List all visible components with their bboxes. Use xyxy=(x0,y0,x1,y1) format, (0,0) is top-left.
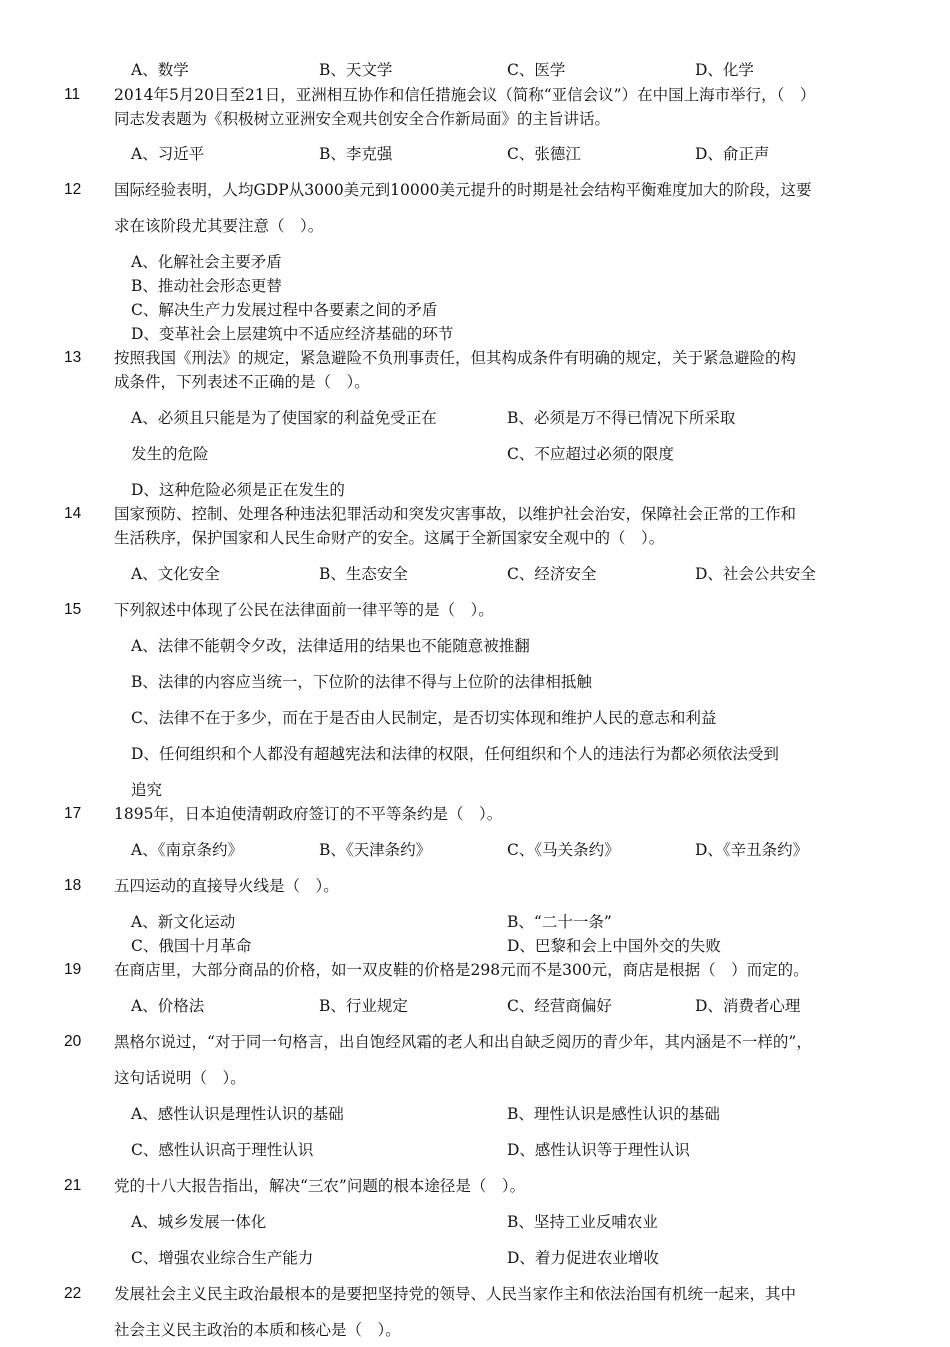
q14-number: 14 xyxy=(64,505,82,522)
q14-option-c: C、经济安全 xyxy=(507,565,597,583)
q20-option-a: A、感性认识是理性认识的基础 xyxy=(131,1105,344,1123)
q15-option-c: C、法律不在于多少，而在于是否由人民制定，是否切实体现和维护人民的意志和利益 xyxy=(131,709,717,727)
q22-number: 22 xyxy=(64,1285,82,1302)
q17-option-c: C、《马关条约》 xyxy=(507,841,620,859)
q20-stem-line1: 黑格尔说过，“对于同一句格言，出自饱经风霜的老人和出自缺乏阅历的青少年，其内涵是不一样的”， xyxy=(114,1033,812,1051)
q20-option-b: B、理性认识是感性认识的基础 xyxy=(507,1105,720,1123)
q13-option-a-cont: 发生的危险 xyxy=(131,445,209,463)
q21-stem-line1: 党的十八大报告指出，解决“三农”问题的根本途径是（ ）。 xyxy=(114,1177,526,1195)
q17-option-a: A、《南京条约》 xyxy=(131,841,243,859)
q12-stem-line2: 求在该阶段尤其要注意（ ）。 xyxy=(114,217,324,235)
q21-option-d: D、着力促进农业增收 xyxy=(507,1249,659,1267)
q13-option-b: B、必须是万不得已情况下所采取 xyxy=(507,409,736,427)
q15-number: 15 xyxy=(64,601,82,618)
q11-number: 11 xyxy=(64,86,81,103)
q10-option-b: B、天文学 xyxy=(319,61,393,79)
q13-option-a: A、必须且只能是为了使国家的利益免受正在 xyxy=(131,409,437,427)
q11-option-c: C、张德江 xyxy=(507,145,581,163)
q18-number: 18 xyxy=(64,877,82,894)
q12-stem-line1: 国际经验表明，人均GDP从3000美元到10000美元提升的时期是社会结构平衡难度加大的阶段，这要 xyxy=(114,181,812,199)
q15-option-a: A、法律不能朝令夕改，法律适用的结果也不能随意被推翻 xyxy=(131,637,530,655)
q13-number: 13 xyxy=(64,349,82,366)
q19-option-d: D、消费者心理 xyxy=(695,997,801,1015)
q12-option-c: C、解决生产力发展过程中各要素之间的矛盾 xyxy=(131,301,438,319)
q15-option-b: B、法律的内容应当统一，下位阶的法律不得与上位阶的法律相抵触 xyxy=(131,673,592,691)
q21-number: 21 xyxy=(64,1177,82,1194)
q11-option-b: B、李克强 xyxy=(319,145,393,163)
q14-stem-line1: 国家预防、控制、处理各种违法犯罪活动和突发灾害事故，以维护社会治安，保障社会正常的工作和 xyxy=(114,505,797,523)
q17-number: 17 xyxy=(64,805,82,822)
q18-option-b: B、“二十一条” xyxy=(507,913,612,931)
q15-stem-line1: 下列叙述中体现了公民在法律面前一律平等的是（ ）。 xyxy=(114,601,494,619)
q15-option-d: D、任何组织和个人都没有超越宪法和法律的权限，任何组织和个人的违法行为都必须依法受到 xyxy=(131,745,779,763)
q11-stem-line1: 2014年5月20日至21日，亚洲相互协作和信任措施会议（简称“亚信会议”）在中国上海市举行，（ ） xyxy=(114,86,816,104)
q14-option-b: B、生态安全 xyxy=(319,565,408,583)
q18-option-a: A、新文化运动 xyxy=(131,913,236,931)
q17-stem-line1: 1895年，日本迫使清朝政府签订的不平等条约是（ ）。 xyxy=(114,805,503,823)
q22-stem-line1: 发展社会主义民主政治最根本的是要把坚持党的领导、人民当家作主和依法治国有机统一起来，其中 xyxy=(114,1285,797,1303)
q11-stem-line2: 同志发表题为《积极树立亚洲安全观共创安全合作新局面》的主旨讲话。 xyxy=(114,110,611,128)
q19-option-c: C、经营商偏好 xyxy=(507,997,612,1015)
q18-option-c: C、俄国十月革命 xyxy=(131,937,252,955)
q12-option-b: B、推动社会形态更替 xyxy=(131,277,282,295)
q11-option-d: D、俞正声 xyxy=(695,145,770,163)
q13-stem-line2: 成条件，下列表述不正确的是（ ）。 xyxy=(114,373,370,391)
q19-option-a: A、价格法 xyxy=(131,997,205,1015)
q18-option-d: D、巴黎和会上中国外交的失败 xyxy=(507,937,721,955)
q13-option-d: D、这种危险必须是正在发生的 xyxy=(131,481,345,499)
q13-option-c: C、不应超过必须的限度 xyxy=(507,445,674,463)
q19-number: 19 xyxy=(64,961,82,978)
q20-option-d: D、感性认识等于理性认识 xyxy=(507,1141,690,1159)
q17-option-b: B、《天津条约》 xyxy=(319,841,432,859)
q22-stem-line2: 社会主义民主政治的本质和核心是（ ）。 xyxy=(114,1321,401,1339)
q19-stem-line1: 在商店里，大部分商品的价格，如一双皮鞋的价格是298元而不是300元，商店是根据（ ）而定的。 xyxy=(114,961,809,979)
q18-stem-line1: 五四运动的直接导火线是（ ）。 xyxy=(114,877,339,895)
q13-stem-line1: 按照我国《刑法》的规定，紧急避险不负刑事责任，但其构成条件有明确的规定，关于紧急避险的构 xyxy=(114,349,797,367)
q12-number: 12 xyxy=(64,181,82,198)
q14-option-d: D、社会公共安全 xyxy=(695,565,816,583)
q10-option-c: C、医学 xyxy=(507,61,566,79)
q15-option-d-cont: 追究 xyxy=(131,781,163,799)
q20-number: 20 xyxy=(64,1033,82,1050)
q21-option-a: A、城乡发展一体化 xyxy=(131,1213,267,1231)
q10-option-d: D、化学 xyxy=(695,61,754,79)
q17-option-d: D、《辛丑条约》 xyxy=(695,841,809,859)
q12-option-d: D、变革社会上层建筑中不适应经济基础的环节 xyxy=(131,325,454,343)
q21-option-b: B、坚持工业反哺农业 xyxy=(507,1213,658,1231)
q20-stem-line2: 这句话说明（ ）。 xyxy=(114,1069,246,1087)
q20-option-c: C、感性认识高于理性认识 xyxy=(131,1141,314,1159)
q14-option-a: A、文化安全 xyxy=(131,565,220,583)
q10-option-a: A、数学 xyxy=(131,61,189,79)
q14-stem-line2: 生活秩序，保护国家和人民生命财产的安全。这属于全新国家安全观中的（ ）。 xyxy=(114,529,665,547)
q19-option-b: B、行业规定 xyxy=(319,997,408,1015)
q12-option-a: A、化解社会主要矛盾 xyxy=(131,253,282,271)
q11-option-a: A、习近平 xyxy=(131,145,205,163)
q21-option-c: C、增强农业综合生产能力 xyxy=(131,1249,314,1267)
